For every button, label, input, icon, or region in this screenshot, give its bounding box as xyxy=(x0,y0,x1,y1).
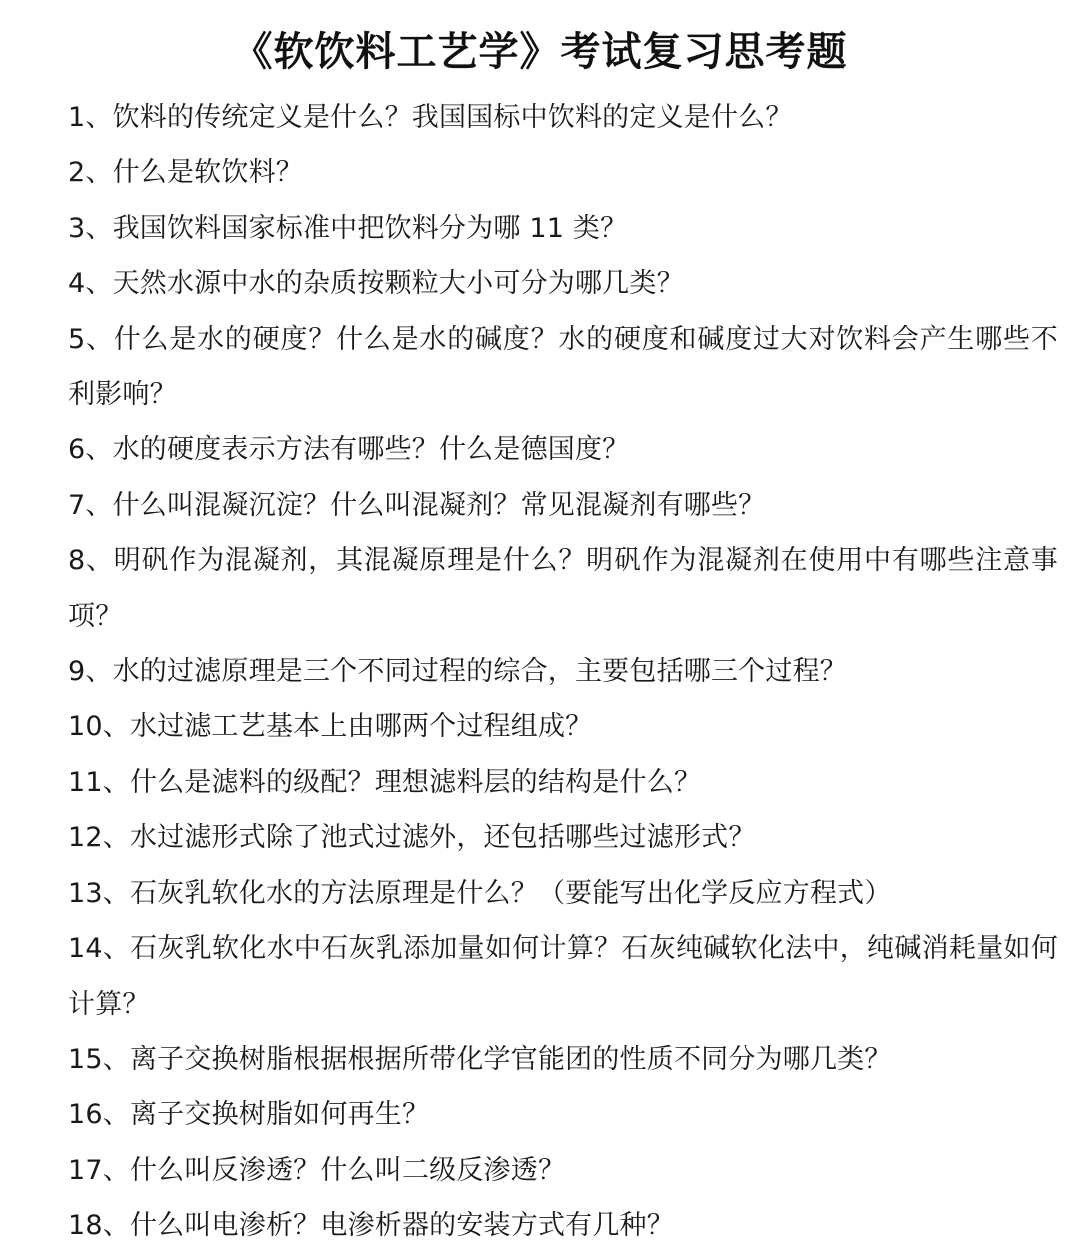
question-item-8: 8、明矾作为混凝剂，其混凝原理是什么？明矾作为混凝剂在使用中有哪些注意事项？ xyxy=(68,545,1058,632)
question-item-2: 2、什么是软饮料？ xyxy=(68,157,303,189)
question-item-15: 15、离子交换树脂根据根据所带化学官能团的性质不同分为哪几类？ xyxy=(68,1043,892,1075)
question-item-18: 18、什么叫电渗析？电渗析器的安装方式有几种？ xyxy=(68,1210,674,1242)
question-item-7: 7、什么叫混凝沉淀？什么叫混凝剂？常见混凝剂有哪些？ xyxy=(68,489,766,521)
question-item-12: 12、水过滤形式除了池式过滤外，还包括哪些过滤形式？ xyxy=(68,822,756,854)
question-list xyxy=(68,90,1058,1254)
question-item-6: 6、水的硬度表示方法有哪些？什么是德国度？ xyxy=(68,434,630,466)
question-item-11: 11、什么是滤料的级配？理想滤料层的结构是什么？ xyxy=(68,766,702,798)
question-item-13: 13、石灰乳软化水的方法原理是什么？（要能写出化学反应方程式） xyxy=(68,877,892,909)
question-item-17: 17、什么叫反渗透？什么叫二级反渗透？ xyxy=(68,1154,566,1186)
question-item-16: 16、离子交换树脂如何再生？ xyxy=(68,1099,430,1131)
question-item-9: 9、水的过滤原理是三个不同过程的综合，主要包括哪三个过程？ xyxy=(68,656,847,688)
question-item-3: 3、我国饮料国家标准中把饮料分为哪 11 类？ xyxy=(68,212,628,244)
question-item-14: 14、石灰乳软化水中石灰乳添加量如何计算？石灰纯碱软化法中，纯碱消耗量如何计算？ xyxy=(68,933,1058,1020)
question-item-1: 1、饮料的传统定义是什么？我国国标中饮料的定义是什么？ xyxy=(68,102,793,133)
document-title: 《软饮料工艺学》考试复习思考题 xyxy=(232,29,848,75)
question-item-4: 4、天然水源中水的杂质按颗粒大小可分为哪几类？ xyxy=(68,268,684,300)
question-item-5: 5、什么是水的硬度？什么是水的碱度？水的硬度和碱度过大对饮料会产生哪些不利影响？ xyxy=(68,323,1058,411)
question-item-10: 10、水过滤工艺基本上由哪两个过程组成？ xyxy=(68,711,593,743)
